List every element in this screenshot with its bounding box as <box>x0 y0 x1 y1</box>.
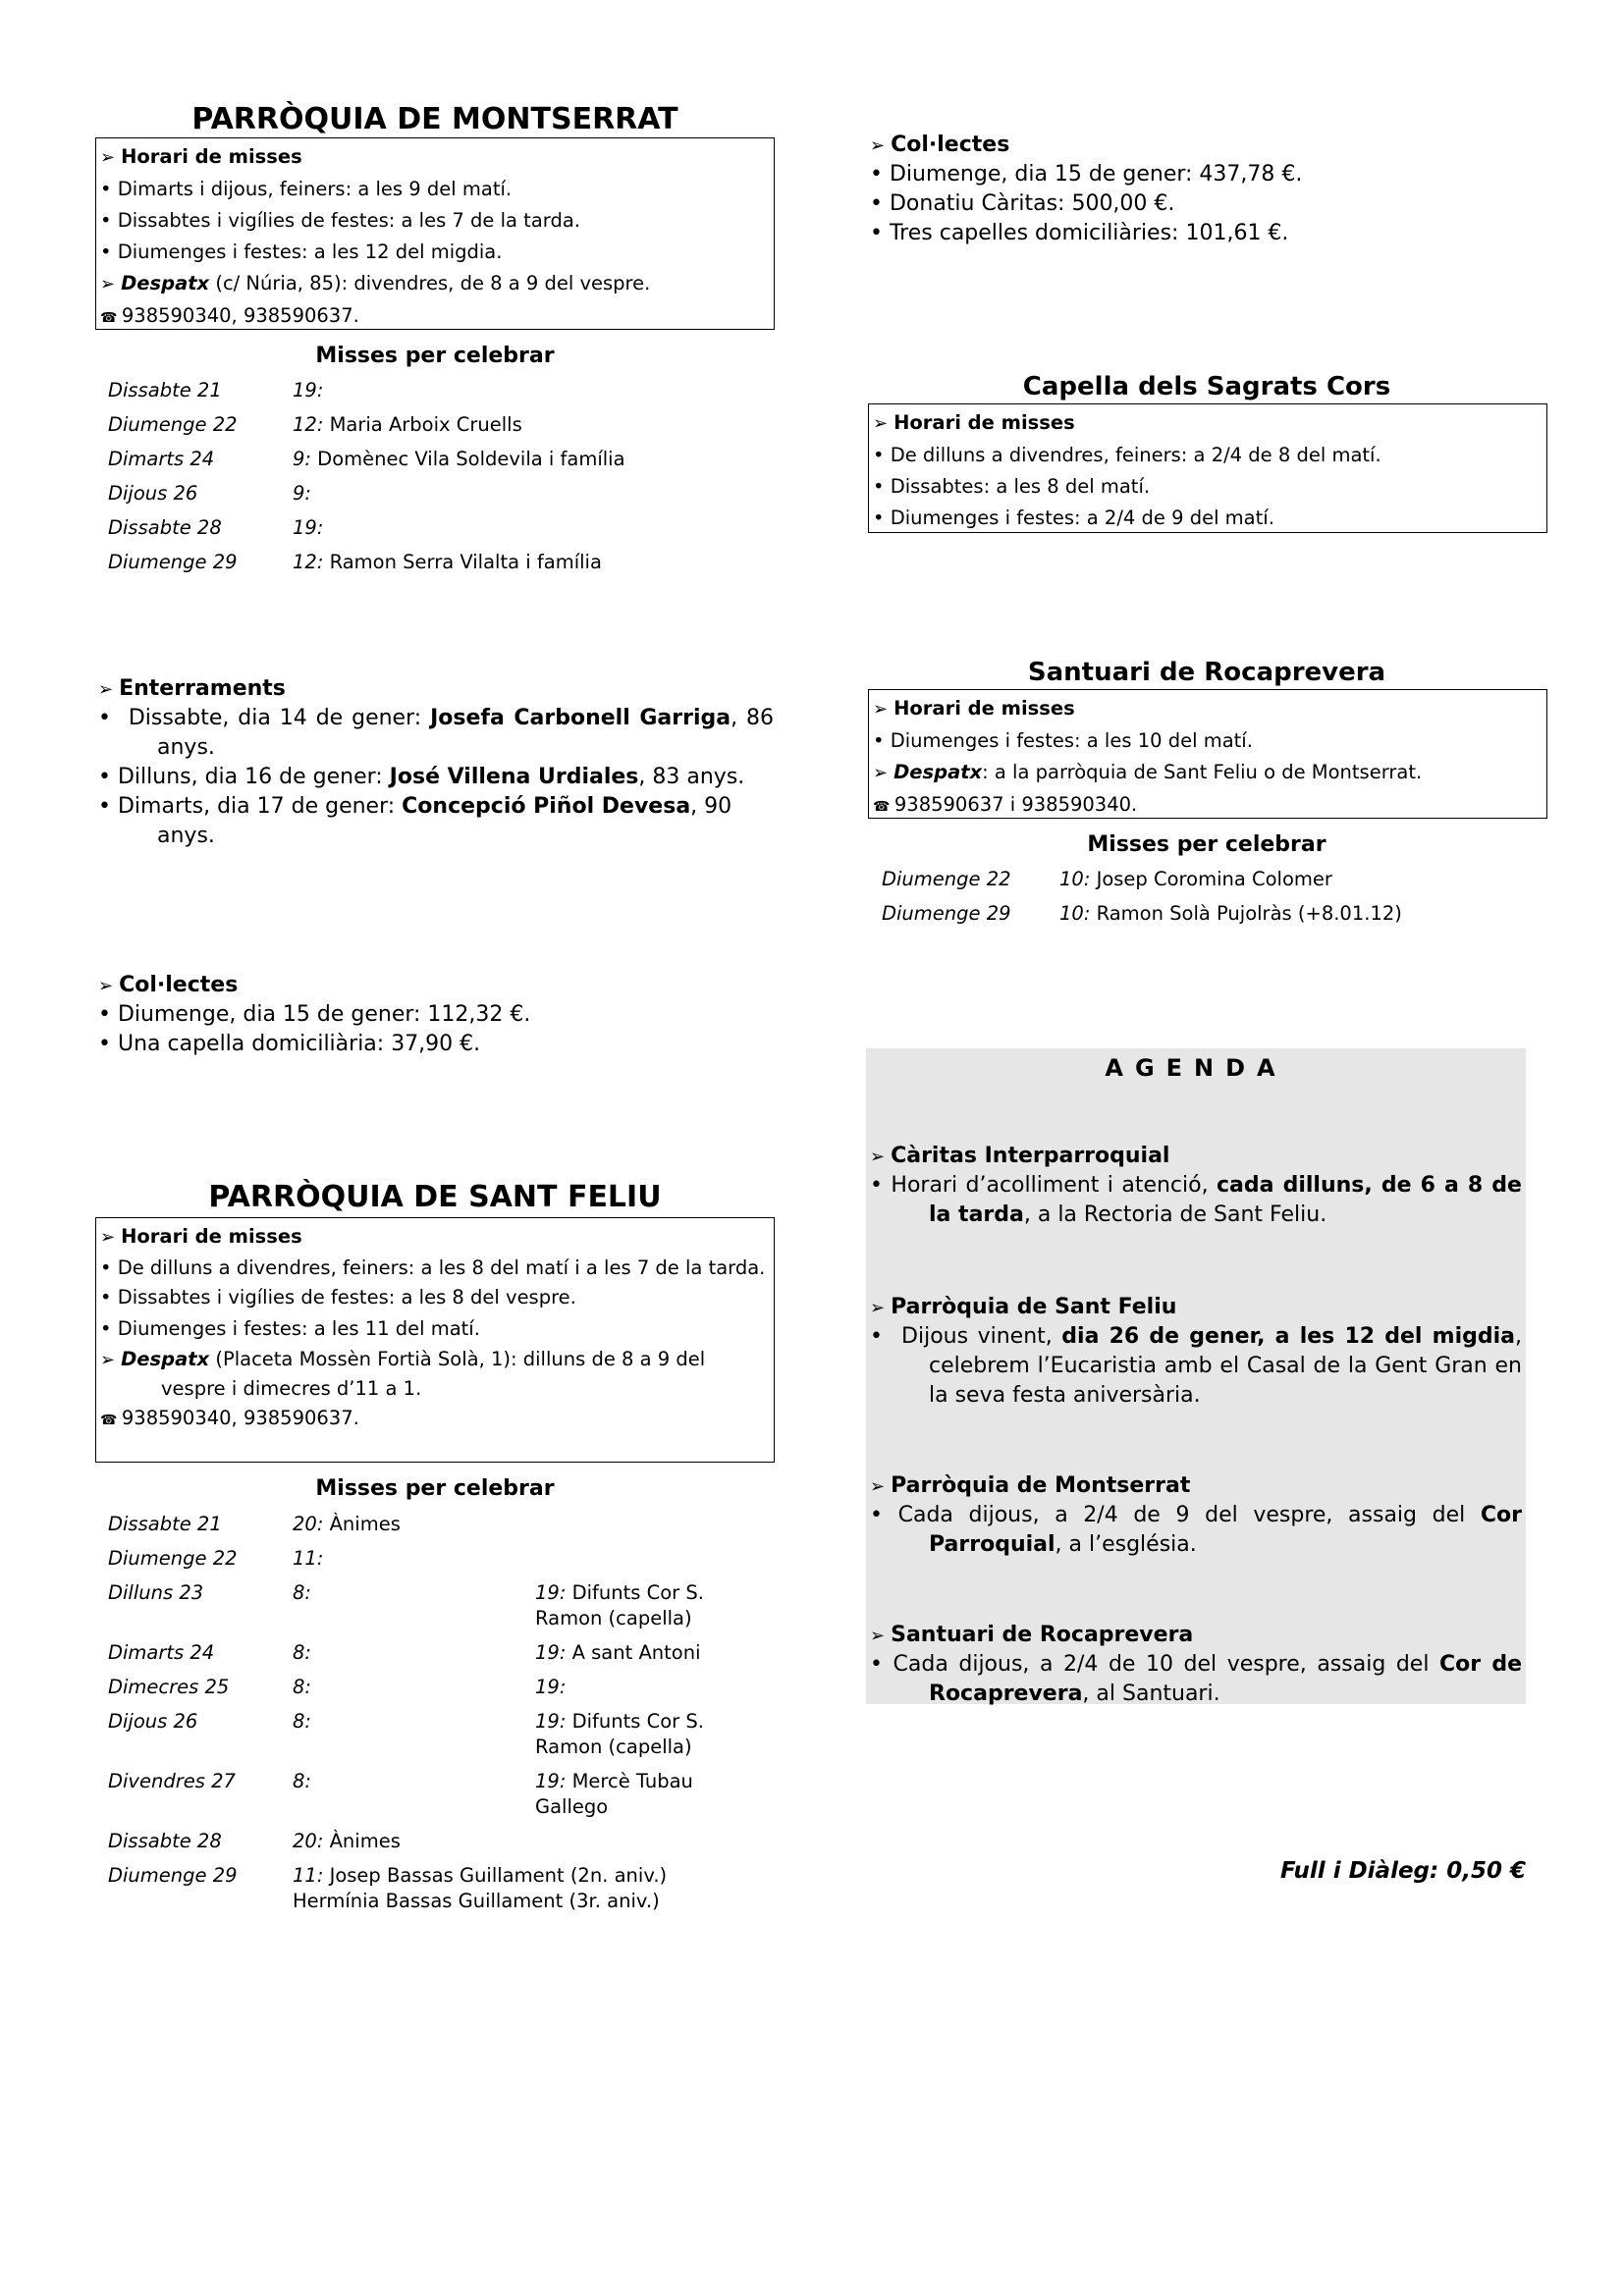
table-row: Diumenge 22 12: Maria Arboix Cruells <box>108 413 522 436</box>
despatx-line: ➢ Despatx (Placeta Mossèn Fortià Solà, 1): dilluns de 8 a 9 del vespre i dimecres d’11 a 1. <box>100 1348 706 1400</box>
despatx-line: ➢ Despatx: a la parròquia de Sant Feliu o de Montserrat. <box>873 761 1423 783</box>
table-row: Dijous 26 8: 19: Difunts Cor S. Ramon (capella) <box>108 1710 704 1758</box>
table-row: Dilluns 23 8: 19: Difunts Cor S. Ramon (capella) <box>108 1581 704 1629</box>
rocaprevera-misses-heading: Misses per celebrar <box>1087 832 1326 857</box>
horari-line: • Dissabtes i vigílies de festes: a les 8 del vespre. <box>100 1286 576 1308</box>
table-row: Dissabte 21 20: Ànimes <box>108 1513 401 1535</box>
arrowhead-icon: ➢ <box>870 1298 886 1318</box>
agenda-item-heading: ➢ Parròquia de Montserrat <box>870 1473 1191 1498</box>
enterraments-section <box>98 675 774 851</box>
agenda-item <box>870 1622 1522 1709</box>
arrowhead-icon: ➢ <box>98 976 114 996</box>
sagrats-title: Capella dels Sagrats Cors <box>1022 372 1391 401</box>
phone-line: ☎ 938590637 i 938590340. <box>873 793 1138 816</box>
agenda-item-heading: ➢ Càritas Interparroquial <box>870 1144 1170 1168</box>
phone-icon: ☎ <box>100 310 122 326</box>
table-row: Dissabte 28 19: <box>108 516 324 539</box>
horari-line: • Diumenges i festes: a les 11 del matí. <box>100 1317 480 1340</box>
agenda-item-heading: ➢ Parròquia de Sant Feliu <box>870 1295 1177 1319</box>
santfeliu-title: PARRÒQUIA DE SANT FELIU <box>208 1180 662 1214</box>
phone-icon: ☎ <box>873 799 894 815</box>
arrowhead-icon: ➢ <box>870 1476 886 1497</box>
table-row: Dissabte 21 19: <box>108 379 324 401</box>
enterraments-heading: ➢ Enterraments <box>98 676 286 701</box>
horari-line: • De dilluns a divendres, feiners: a 2/4 de 8 del matí. <box>873 444 1381 466</box>
agenda-item <box>870 1472 1522 1560</box>
montserrat-misses-table <box>108 378 776 584</box>
table-row: Dijous 26 9: <box>108 482 311 505</box>
enterrament-item: • Dimarts, dia 17 de gener: Concepció Piñol Devesa, 90 anys. <box>98 794 732 848</box>
agenda-item-heading: ➢ Santuari de Rocaprevera <box>870 1623 1194 1647</box>
montserrat-title: PARRÒQUIA DE MONTSERRAT <box>191 102 678 136</box>
arrowhead-icon: ➢ <box>873 413 889 434</box>
arrowhead-icon: ➢ <box>100 1350 116 1370</box>
horari-heading: ➢ Horari de misses <box>100 1225 302 1248</box>
collectes-heading: ➢ Col·lectes <box>870 133 1010 157</box>
horari-line: • Dissabtes: a les 8 del matí. <box>873 475 1151 498</box>
table-row: Diumenge 22 10: Josep Coromina Colomer <box>882 868 1332 890</box>
table-row: Diumenge 29 10: Ramon Solà Pujolràs (+8.01.12) <box>882 902 1402 925</box>
table-row: Diumenge 29 12: Ramon Serra Vilalta i família <box>108 551 602 573</box>
santfeliu-misses-table <box>108 1512 776 1914</box>
horari-line: • Diumenges i festes: a les 10 del matí. <box>873 729 1253 752</box>
table-row: Dimarts 24 8: 19: A sant Antoni <box>108 1641 701 1664</box>
table-row: Diumenge 22 11: <box>108 1547 324 1570</box>
arrowhead-icon: ➢ <box>98 679 114 700</box>
horari-line: • Diumenges i festes: a les 12 del migdia. <box>100 240 503 263</box>
right-collectes-section <box>870 132 1538 248</box>
collecta-item: • Diumenge, dia 15 de gener: 112,32 €. <box>98 1002 531 1027</box>
arrowhead-icon: ➢ <box>100 274 116 294</box>
horari-line: • Dissabtes i vigílies de festes: a les 7 de la tarda. <box>100 209 580 232</box>
santfeliu-horari-box <box>95 1217 775 1463</box>
rocaprevera-misses-table <box>882 867 1549 935</box>
collecta-item: • Tres capelles domiciliàries: 101,61 €. <box>870 221 1289 245</box>
arrowhead-icon: ➢ <box>873 699 889 720</box>
phone-icon: ☎ <box>100 1413 122 1428</box>
collectes-heading: ➢ Col·lectes <box>98 973 239 997</box>
agenda-item-text: • Dijous vinent, dia 26 de gener, a les 12 del migdia, celebrem l’Eucaristia amb el Casal de la Gent Gran en la seva festa aniversària. <box>870 1324 1522 1408</box>
collecta-item: • Una capella domiciliària: 37,90 €. <box>98 1032 481 1056</box>
phone-line: ☎ 938590340, 938590637. <box>100 304 359 327</box>
arrowhead-icon: ➢ <box>100 147 116 168</box>
santfeliu-misses-heading: Misses per celebrar <box>315 1476 555 1501</box>
enterrament-item: • Dilluns, dia 16 de gener: José Villena Urdiales, 83 anys. <box>98 765 745 789</box>
horari-heading: ➢ Horari de misses <box>100 145 302 168</box>
arrowhead-icon: ➢ <box>870 1147 886 1167</box>
montserrat-misses-heading: Misses per celebrar <box>315 344 555 368</box>
rocaprevera-title: Santuari de Rocaprevera <box>1027 658 1386 687</box>
horari-line: • De dilluns a divendres, feiners: a les 8 del matí i a les 7 de la tarda. <box>100 1256 766 1279</box>
table-row: Dimarts 24 9: Domènec Vila Soldevila i família <box>108 448 625 470</box>
rocaprevera-horari-box <box>868 689 1547 819</box>
collecta-item: • Diumenge, dia 15 de gener: 437,78 €. <box>870 162 1303 187</box>
agenda-panel <box>866 1048 1526 1704</box>
agenda-item <box>870 1143 1522 1230</box>
enterrament-item: • Dissabte, dia 14 de gener: Josefa Carbonell Garriga, 86 anys. <box>98 706 774 760</box>
horari-heading: ➢ Horari de misses <box>873 697 1075 720</box>
table-row: Dimecres 25 8: 19: <box>108 1676 567 1698</box>
arrowhead-icon: ➢ <box>870 135 886 156</box>
collecta-item: • Donatiu Càritas: 500,00 €. <box>870 191 1175 216</box>
arrowhead-icon: ➢ <box>870 1626 886 1646</box>
table-row: Divendres 27 8: 19: Mercè Tubau Gallego <box>108 1770 693 1818</box>
phone-line: ☎ 938590340, 938590637. <box>100 1407 359 1429</box>
agenda-item-text: • Cada dijous, a 2/4 de 10 del vespre, assaig del Cor de Rocaprevera, al Santuari. <box>870 1652 1522 1706</box>
horari-line: • Dimarts i dijous, feiners: a les 9 del matí. <box>100 178 513 200</box>
agenda-item-text: • Cada dijous, a 2/4 de 9 del vespre, assaig del Cor Parroquial, a l’església. <box>870 1503 1522 1557</box>
arrowhead-icon: ➢ <box>873 763 889 783</box>
montserrat-collectes-section <box>98 972 774 1059</box>
arrowhead-icon: ➢ <box>100 1227 116 1248</box>
agenda-item <box>870 1294 1522 1411</box>
table-row: Dissabte 28 20: Ànimes <box>108 1830 401 1852</box>
horari-heading: ➢ Horari de misses <box>873 411 1075 434</box>
sagrats-horari-box <box>868 403 1547 533</box>
agenda-title: AGENDA <box>1105 1054 1287 1082</box>
table-row: Diumenge 29 11: Josep Bassas Guillament (2n. aniv.) Hermínia Bassas Guillament (3r. aniv.) <box>108 1864 668 1912</box>
montserrat-horari-box <box>95 137 775 330</box>
horari-line: • Diumenges i festes: a 2/4 de 9 del matí. <box>873 507 1274 529</box>
despatx-line: ➢ Despatx (c/ Núria, 85): divendres, de 8 a 9 del vespre. <box>100 272 651 294</box>
agenda-item-text: • Horari d’acolliment i atenció, cada dilluns, de 6 a 8 de la tarda, a la Rectoria de Sant Feliu. <box>870 1173 1522 1227</box>
price-label: Full i Diàleg: 0,50 € <box>1280 1858 1526 1884</box>
